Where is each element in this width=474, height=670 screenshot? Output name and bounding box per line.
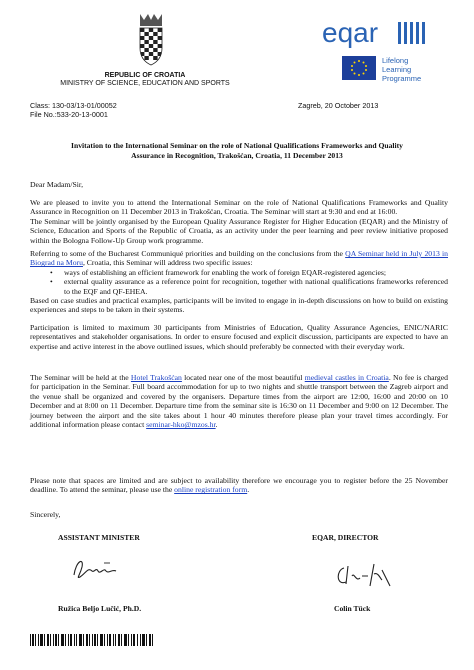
file-number: File No.:533-20-13-0001	[30, 110, 108, 119]
medieval-castles-link[interactable]: medieval castles in Croatia	[304, 373, 389, 382]
class-number: Class: 130-03/13-01/00052	[30, 101, 117, 110]
left-signatory-name: Ružica Beljo Lučić, Ph.D.	[58, 604, 142, 613]
eqar-wordmark: eqar	[322, 17, 379, 48]
left-signatory-title: ASSISTANT MINISTER	[58, 533, 140, 542]
hotel-trakoscan-link[interactable]: Hotel Trakošćan	[130, 373, 182, 382]
paragraph-organisers: The Seminar will be jointly organised by the European Quality Assurance Register for Higher Education (EQAR) and the Ministry of Science, Education and Sports of the Republic of Croatia, as an activity under the peer learning and peer review initiative proposed within the Bologna Follow-Up Group work programme.	[30, 216, 448, 245]
closing: Sincerely,	[30, 510, 61, 519]
letter-body	[30, 198, 448, 245]
country-name: REPUBLIC OF CROATIA	[104, 72, 186, 79]
right-signature	[334, 560, 394, 595]
paragraph-venue: The Seminar will be held at the Hotel Trakošćan located near one of the most beautiful medieval castles in Croatia. No fee is charged for participation in the Seminar. Full board accommodation for up to two nights and shuttle transport between the Zagreb airport and the venue shall be organized and covered by the organisers. Departure times from the airport are 12:00, 16:00 and 20:00 on 10 December and at 8:00 on 11 December. Departure time from the seminar site is 16:30 on 11 December and 9:00 on 12 December. The journey between the airport and the site takes about 1 hour 40 minutes therefore please plan your travel times accordingly. For additional information please contact seminar-hko@mzos.hr.	[30, 373, 448, 430]
eqar-logo	[318, 12, 448, 88]
paragraph-registration: Please note that spaces are limited and are subject to availability therefore we encourage you to register before the 25 November deadline. To attend the seminar, please use the online registration form.	[30, 476, 448, 495]
salutation: Dear Madam/Sir,	[30, 180, 84, 189]
ministry-header	[40, 72, 250, 88]
ministry-name: MINISTRY OF SCIENCE, EDUCATION AND SPORTS	[60, 80, 230, 87]
paragraph-issues: Referring to some of the Bucharest Communiqué priorities and building on the conclusions from the QA Seminar held in July 2013 in Biograd na Moru, Croatia, this Seminar will address two specific issues: • ways of establishing an efficient framework for enabling the work of foreign EQAR-registered agencies; • external quality assurance as a reference point for recognition, together with national qualifications frameworks referenced to the EQF and QF-EHEA. Based on case studies and practical examples, participants will be invited to engage in in-depth discussions on how to build on existing experiences and steps to be taken in their systems.	[30, 249, 448, 315]
right-signatory-name: Colin Tück	[334, 604, 371, 613]
list-item: • ways of establishing an efficient framework for enabling the work of foreign EQAR-registered agencies;	[50, 268, 448, 277]
contact-email-link[interactable]: seminar-hko@mzos.hr	[146, 420, 216, 430]
registration-form-link[interactable]: online registration form	[174, 485, 248, 495]
svg-text:Programme: Programme	[382, 74, 422, 83]
right-signatory-title: EQAR, DIRECTOR	[312, 533, 379, 542]
paragraph-case-studies: Based on case studies and practical examples, participants will be invited to engage in in-depth discussions on how to build on existing experiences and steps to be taken in their systems.	[30, 296, 448, 315]
reference-block	[30, 101, 117, 119]
issues-list	[30, 268, 448, 296]
left-signature	[70, 553, 130, 590]
svg-text:Learning: Learning	[382, 65, 412, 74]
qa-seminar-link[interactable]: QA Seminar held in July 2013 in Biograd na Moru	[30, 249, 448, 268]
paragraph-participation: Participation is limited to maximum 30 participants from Ministries of Education, Quality Assurance Agencies, ENIC/NARIC representatives and stakeholder organisations. In order to ensure focused and explicit discussion, participants are expected to have an expertise and active interest in the above outlined issues, which should preferably be connected with their everyday work.	[30, 323, 448, 351]
eu-flag-icon	[342, 56, 376, 80]
croatian-coat-of-arms-icon	[136, 12, 166, 68]
subject-line: Invitation to the International Seminar on the role of National Qualifications Frameworks and Quality Assurance in Recognition, Trakošćan, Croatia, 11 December 2013	[71, 141, 403, 160]
svg-text:Lifelong: Lifelong	[382, 56, 409, 65]
paragraph-intro: We are pleased to invite you to attend the International Seminar on the role of National Qualifications Frameworks and Quality Assurance in Recognition on 11 December 2013 in Trakošćan, Croatia. The Seminar will start at 9:30 and end at 16:00.	[30, 198, 448, 217]
letter-date: Zagreb, 20 October 2013	[298, 101, 379, 110]
barcode	[30, 633, 154, 645]
list-item: • external quality assurance as a reference point for recognition, together with national qualifications frameworks referenced to the EQF and QF-EHEA.	[50, 277, 448, 296]
